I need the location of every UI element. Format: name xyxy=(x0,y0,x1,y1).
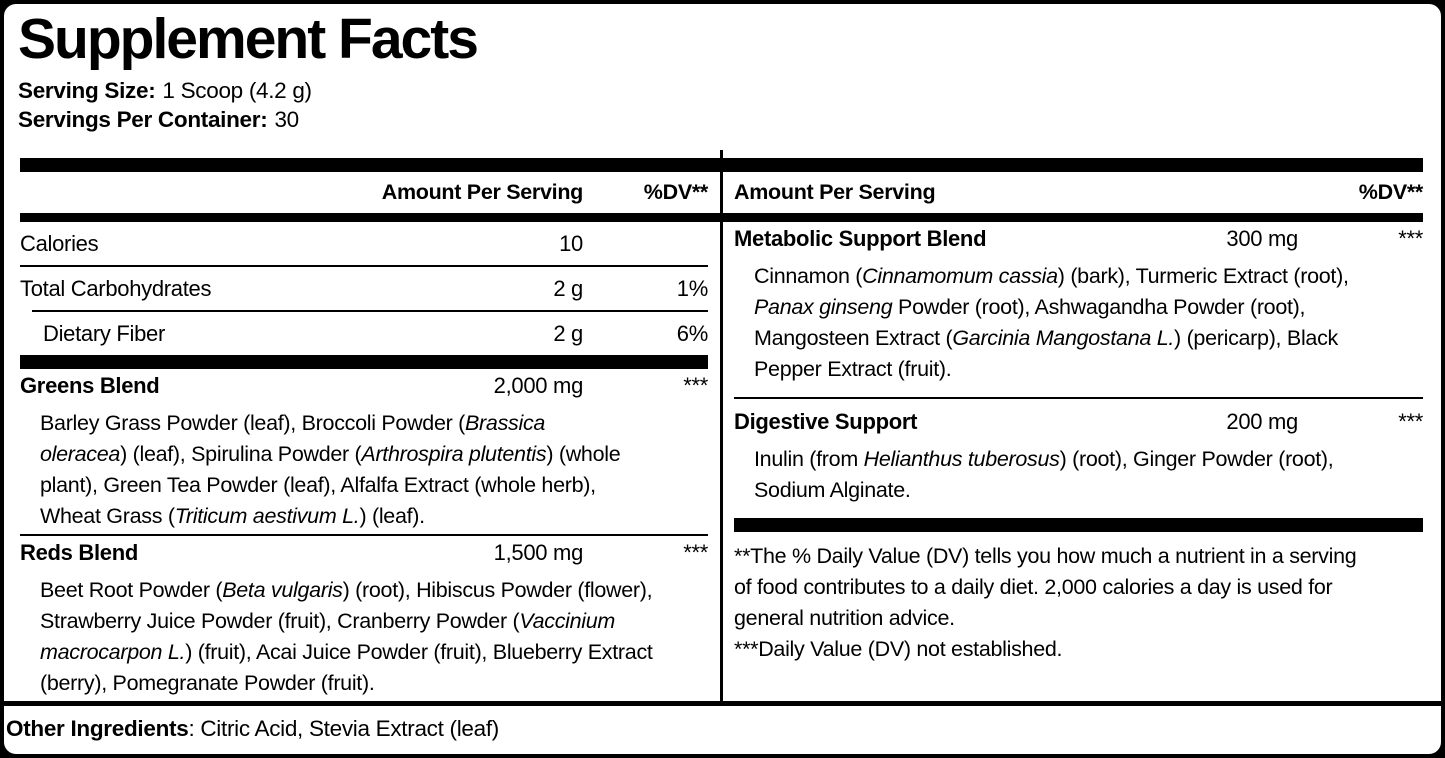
ingredient-text: oleracea xyxy=(40,442,121,466)
ingredient-line xyxy=(40,501,710,532)
footnote-line: ***Daily Value (DV) not established. xyxy=(734,637,1063,661)
thick-rule xyxy=(20,355,708,369)
ingredient-text: Cinnamomum cassia xyxy=(862,264,1058,288)
thick-rule xyxy=(734,518,1423,532)
ingredient-text: Brassica xyxy=(465,411,546,435)
ingredient-line xyxy=(40,668,710,699)
servings-per-container-label: Servings Per Container: xyxy=(18,107,268,132)
ingredient-text: Beta vulgaris xyxy=(222,578,343,602)
nutrient-row xyxy=(4,267,720,310)
right-column-header xyxy=(723,172,1441,213)
ingredient-text: ) (pericarp), Black xyxy=(1174,326,1338,350)
blend-amount: 1,500 mg xyxy=(493,540,583,565)
ingredient-text: ) (leaf). xyxy=(359,504,425,528)
ingredient-text: (berry), Pomegranate Powder (fruit). xyxy=(40,671,375,695)
ingredient-text: Inulin (from xyxy=(754,447,864,471)
blend-heading-row xyxy=(4,369,720,408)
footnote-line: of food contributes to a daily diet. 2,000 calories a day is used for xyxy=(734,575,1333,599)
ingredient-line xyxy=(40,637,710,668)
ingredient-line xyxy=(40,606,710,637)
ingredient-text: Pepper Extract (fruit). xyxy=(754,357,952,381)
blend-name: Reds Blend xyxy=(20,540,139,565)
ingredient-line xyxy=(754,354,1429,385)
right-column xyxy=(723,150,1441,701)
blend-ingredients xyxy=(723,444,1441,506)
ingredient-text: macrocarpon L. xyxy=(40,640,186,664)
blend-heading-row xyxy=(723,222,1441,261)
ingredient-line xyxy=(754,444,1429,475)
separator-rule xyxy=(734,397,1423,399)
nutrient-amount: 2 g xyxy=(553,320,583,346)
ingredient-line xyxy=(754,323,1429,354)
dv-header: %DV** xyxy=(643,180,708,204)
left-nutrient-rows xyxy=(4,222,720,355)
panel-header xyxy=(4,4,1441,134)
other-ingredients-text: : Citric Acid, Stevia Extract (leaf) xyxy=(188,716,499,741)
ingredient-text: Cinnamon ( xyxy=(754,264,863,288)
nutrient-name: Calories xyxy=(20,230,99,256)
nutrient-row xyxy=(4,222,720,265)
ingredient-text: Panax ginseng xyxy=(754,295,893,319)
left-column xyxy=(4,150,723,701)
ingredient-line xyxy=(40,470,710,501)
ingredient-text: Sodium Alginate. xyxy=(754,478,911,502)
footnotes xyxy=(723,532,1441,665)
facts-table xyxy=(4,150,1441,706)
nutrient-amount: 10 xyxy=(559,230,583,256)
ingredient-text: Vaccinium xyxy=(519,609,616,633)
blend-dv: *** xyxy=(1398,409,1423,434)
ingredient-text: ) (bark), Turmeric Extract (root), xyxy=(1057,264,1349,288)
servings-per-container-line xyxy=(18,105,1423,134)
blend-name: Digestive Support xyxy=(734,409,918,434)
serving-size-label: Serving Size: xyxy=(18,78,156,103)
ingredient-text: plant), Green Tea Powder (leaf), Alfalfa Extract (whole herb), xyxy=(40,473,596,497)
blend-name: Metabolic Support Blend xyxy=(734,226,987,251)
blend-dv: *** xyxy=(683,373,708,398)
blend-name: Greens Blend xyxy=(20,373,160,398)
thick-rule xyxy=(20,158,720,172)
footnote-line: **The % Daily Value (DV) tells you how much a nutrient in a serving xyxy=(734,544,1357,568)
blend-dv: *** xyxy=(1398,226,1423,251)
dv-header: %DV** xyxy=(1358,180,1423,204)
amount-per-serving-header: Amount Per Serving xyxy=(734,180,936,204)
ingredient-text: Barley Grass Powder (leaf), Broccoli Powder ( xyxy=(40,411,466,435)
nutrient-row xyxy=(4,312,720,355)
ingredient-text: Helianthus tuberosus xyxy=(863,447,1060,471)
other-ingredients-label: Other Ingredients xyxy=(6,716,189,741)
medium-rule xyxy=(723,213,1423,222)
nutrient-name: Total Carbohydrates xyxy=(20,275,212,301)
blend-amount: 2,000 mg xyxy=(493,373,583,398)
servings-per-container-value: 30 xyxy=(274,107,299,132)
footnote-line: general nutrition advice. xyxy=(734,606,955,630)
ingredient-line xyxy=(40,439,710,470)
ingredient-text: ) (root), Hibiscus Powder (flower), xyxy=(342,578,653,602)
nutrient-amount: 2 g xyxy=(553,275,583,301)
blend-heading-row xyxy=(4,536,720,575)
ingredient-line xyxy=(754,261,1429,292)
left-blends xyxy=(4,369,720,701)
serving-size-line xyxy=(18,76,1423,105)
blend-amount: 200 mg xyxy=(1226,409,1298,434)
ingredient-text: Powder (root), Ashwagandha Powder (root), xyxy=(892,295,1306,319)
ingredient-line xyxy=(754,292,1429,323)
blend-dv: *** xyxy=(683,540,708,565)
thick-rule xyxy=(723,158,1423,172)
blend-heading-row xyxy=(723,405,1441,444)
other-ingredients-line xyxy=(4,712,1443,742)
ingredient-text: Garcinia Mangostana L. xyxy=(952,326,1175,350)
blend-ingredients xyxy=(4,575,720,701)
nutrient-dv: 1% xyxy=(676,275,708,301)
serving-size-value: 1 Scoop (4.2 g) xyxy=(162,78,312,103)
nutrient-dv: 6% xyxy=(676,320,708,346)
right-blends xyxy=(723,222,1441,506)
left-column-header xyxy=(4,172,720,213)
ingredient-text: ) (root), Ginger Powder (root), xyxy=(1059,447,1334,471)
amount-per-serving-header: Amount Per Serving xyxy=(381,180,583,204)
ingredient-text: ) (fruit), Acai Juice Powder (fruit), Blueberry Extract xyxy=(185,640,653,664)
ingredient-text: Mangosteen Extract ( xyxy=(754,326,953,350)
blend-ingredients xyxy=(723,261,1441,385)
medium-rule xyxy=(20,213,720,222)
ingredient-line xyxy=(40,575,710,606)
nutrient-name: Dietary Fiber xyxy=(43,320,166,346)
ingredient-text: Wheat Grass ( xyxy=(40,504,175,528)
ingredient-text: ) (whole xyxy=(546,442,621,466)
blend-amount: 300 mg xyxy=(1226,226,1298,251)
ingredient-line xyxy=(754,475,1429,506)
panel-title: Supplement Facts xyxy=(18,7,477,71)
ingredient-text: Strawberry Juice Powder (fruit), Cranberry Powder ( xyxy=(40,609,520,633)
ingredient-text: ) (leaf), Spirulina Powder ( xyxy=(120,442,362,466)
ingredient-text: Arthrospira plutentis xyxy=(361,442,547,466)
ingredient-text: Triticum aestivum L. xyxy=(174,504,360,528)
blend-ingredients xyxy=(4,408,720,534)
ingredient-text: Beet Root Powder ( xyxy=(40,578,223,602)
ingredient-line xyxy=(40,408,710,439)
